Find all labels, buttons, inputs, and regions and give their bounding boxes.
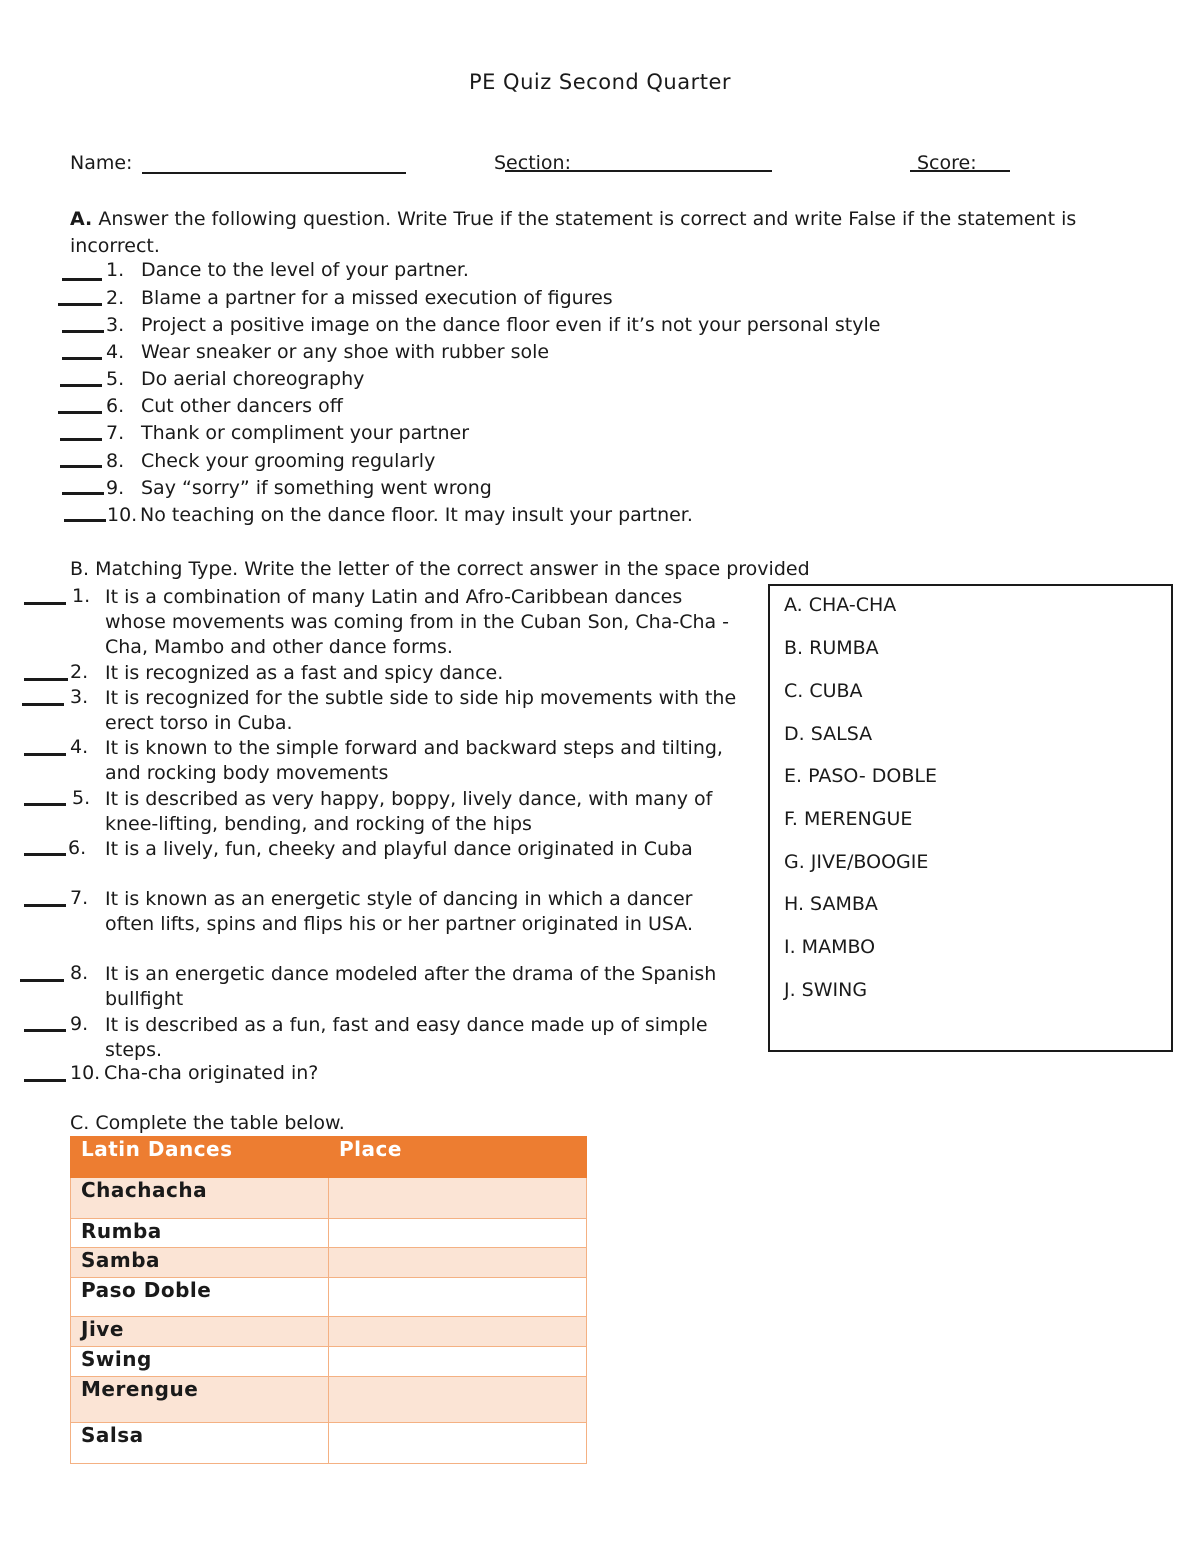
item-text: It is an energetic dance modeled after the drama of the Spanish bullfight — [105, 963, 717, 1010]
name-label: Name: — [70, 152, 133, 174]
answer-blank[interactable] — [24, 803, 66, 806]
dance-cell: Salsa — [71, 1423, 329, 1464]
item-number: 10. — [107, 504, 138, 526]
dance-cell: Paso Doble — [71, 1278, 329, 1317]
choice-item: J. SWING — [784, 979, 868, 1001]
place-cell[interactable] — [329, 1219, 587, 1248]
dance-cell: Rumba — [71, 1219, 329, 1248]
latin-dances-table — [70, 1136, 587, 1464]
dance-cell: Jive — [71, 1317, 329, 1347]
answer-blank[interactable] — [60, 384, 102, 387]
item-text: Project a positive image on the dance floor even if it’s not your personal style — [141, 314, 881, 336]
place-cell[interactable] — [329, 1347, 587, 1377]
item-number: 1. — [106, 259, 125, 281]
item-text: Thank or compliment your partner — [141, 422, 470, 444]
item-number: 3. — [106, 314, 125, 336]
place-cell[interactable] — [329, 1178, 587, 1219]
item-text: It is known to the simple forward and backward steps and tilting, and rocking body movements — [105, 737, 723, 784]
answer-blank[interactable] — [24, 753, 66, 756]
place-cell[interactable] — [329, 1317, 587, 1347]
answer-blank[interactable] — [24, 1079, 66, 1082]
item-text: Dance to the level of your partner. — [141, 259, 469, 281]
item-text: It is known as an energetic style of dancing in which a dancer often lifts, spins and flips his or her partner originated in USA. — [105, 888, 694, 935]
item-text: It is a combination of many Latin and Afro-Caribbean dances whose movements was coming from in the Cuban Son, Cha-Cha -Cha, Mambo and other dance forms. — [105, 586, 730, 658]
dance-cell: Merengue — [71, 1377, 329, 1423]
choice-item: E. PASO- DOBLE — [784, 765, 937, 787]
section-a-instruction-text: Answer the following question. Write True if the statement is correct and write False if the statement is incorrect. — [70, 208, 1077, 257]
section-b-instruction: B. Matching Type. Write the letter of the correct answer in the space provided — [70, 558, 810, 580]
page-title: PE Quiz Second Quarter — [468, 70, 732, 94]
item-text: It is recognized as a fast and spicy dance. — [105, 662, 504, 684]
choice-item: A. CHA-CHA — [784, 594, 897, 616]
table-row — [71, 1178, 587, 1219]
table-row — [71, 1317, 587, 1347]
answer-blank[interactable] — [24, 602, 66, 605]
item-text: Say “sorry” if something went wrong — [141, 477, 492, 499]
choice-item: I. MAMBO — [784, 936, 876, 958]
item-text: It is recognized for the subtle side to side hip movements with the erect torso in Cuba. — [105, 687, 737, 734]
item-text: No teaching on the dance floor. It may insult your partner. — [140, 504, 693, 526]
table-row — [71, 1347, 587, 1377]
item-text: Blame a partner for a missed execution of figures — [141, 287, 613, 309]
score-field[interactable] — [910, 170, 1010, 172]
name-field[interactable] — [142, 172, 406, 174]
choice-item: D. SALSA — [784, 723, 873, 745]
section-c-instruction: C. Complete the table below. — [70, 1112, 345, 1134]
section-label: Section: — [494, 152, 571, 174]
item-number: 6. — [106, 395, 125, 417]
item-number: 5. — [106, 368, 125, 390]
item-text: It is a lively, fun, cheeky and playful dance originated in Cuba — [105, 838, 693, 860]
answer-blank[interactable] — [24, 1029, 66, 1032]
place-cell[interactable] — [329, 1278, 587, 1317]
section-a-letter: A. — [70, 208, 93, 230]
answer-blank[interactable] — [62, 330, 104, 333]
answer-blank[interactable] — [58, 303, 102, 306]
dance-cell: Swing — [71, 1347, 329, 1377]
item-number: 2. — [70, 661, 89, 683]
item-number: 5. — [72, 787, 91, 809]
column-header-dance: Latin Dances — [71, 1137, 329, 1178]
choice-item: G. JIVE/BOOGIE — [784, 851, 929, 873]
column-header-place: Place — [329, 1137, 587, 1178]
item-number: 1. — [72, 585, 91, 607]
answer-blank[interactable] — [24, 904, 66, 907]
answer-blank[interactable] — [62, 492, 104, 495]
choice-item: B. RUMBA — [784, 637, 879, 659]
answer-blank[interactable] — [58, 411, 102, 414]
choice-item: F. MERENGUE — [784, 808, 913, 830]
item-number: 9. — [106, 477, 125, 499]
table-row — [71, 1377, 587, 1423]
item-number: 8. — [106, 450, 125, 472]
place-cell[interactable] — [329, 1423, 587, 1464]
answer-blank[interactable] — [62, 278, 102, 281]
item-text: Cha-cha originated in? — [104, 1062, 319, 1084]
item-text: It is described as a fun, fast and easy dance made up of simple steps. — [105, 1014, 708, 1061]
score-label: Score: — [917, 152, 977, 174]
item-text: Cut other dancers off — [141, 395, 343, 417]
table-row — [71, 1278, 587, 1317]
item-text: Wear sneaker or any shoe with rubber sole — [141, 341, 550, 363]
section-a-instruction — [70, 206, 1130, 260]
item-text: It is described as very happy, boppy, lively dance, with many of knee-lifting, bending, and rocking of the hips — [105, 788, 713, 835]
item-number: 2. — [106, 287, 125, 309]
table-row — [71, 1219, 587, 1248]
table-row — [71, 1423, 587, 1464]
place-cell[interactable] — [329, 1377, 587, 1423]
item-text: Check your grooming regularly — [141, 450, 436, 472]
answer-choices-box — [768, 584, 1173, 1052]
item-number: 10. — [70, 1062, 101, 1084]
dance-cell: Chachacha — [71, 1178, 329, 1219]
item-number: 3. — [70, 686, 89, 708]
table-row — [71, 1248, 587, 1278]
choice-item: H. SAMBA — [784, 893, 878, 915]
item-number: 6. — [68, 837, 87, 859]
item-number: 4. — [70, 736, 89, 758]
item-number: 8. — [70, 962, 89, 984]
answer-blank[interactable] — [60, 465, 102, 468]
item-text: Do aerial choreography — [141, 368, 365, 390]
answer-blank[interactable] — [62, 357, 102, 360]
item-number: 9. — [70, 1013, 89, 1035]
item-number: 7. — [106, 422, 125, 444]
table-header-row — [71, 1137, 587, 1178]
place-cell[interactable] — [329, 1248, 587, 1278]
answer-blank[interactable] — [22, 703, 64, 706]
answer-blank[interactable] — [24, 678, 68, 681]
section-field[interactable] — [505, 170, 772, 172]
item-number: 4. — [106, 341, 125, 363]
item-number: 7. — [70, 887, 89, 909]
dance-cell: Samba — [71, 1248, 329, 1278]
answer-blank[interactable] — [20, 979, 64, 982]
answer-blank[interactable] — [24, 853, 66, 856]
answer-blank[interactable] — [64, 519, 106, 522]
choice-item: C. CUBA — [784, 680, 863, 702]
answer-blank[interactable] — [60, 438, 102, 441]
